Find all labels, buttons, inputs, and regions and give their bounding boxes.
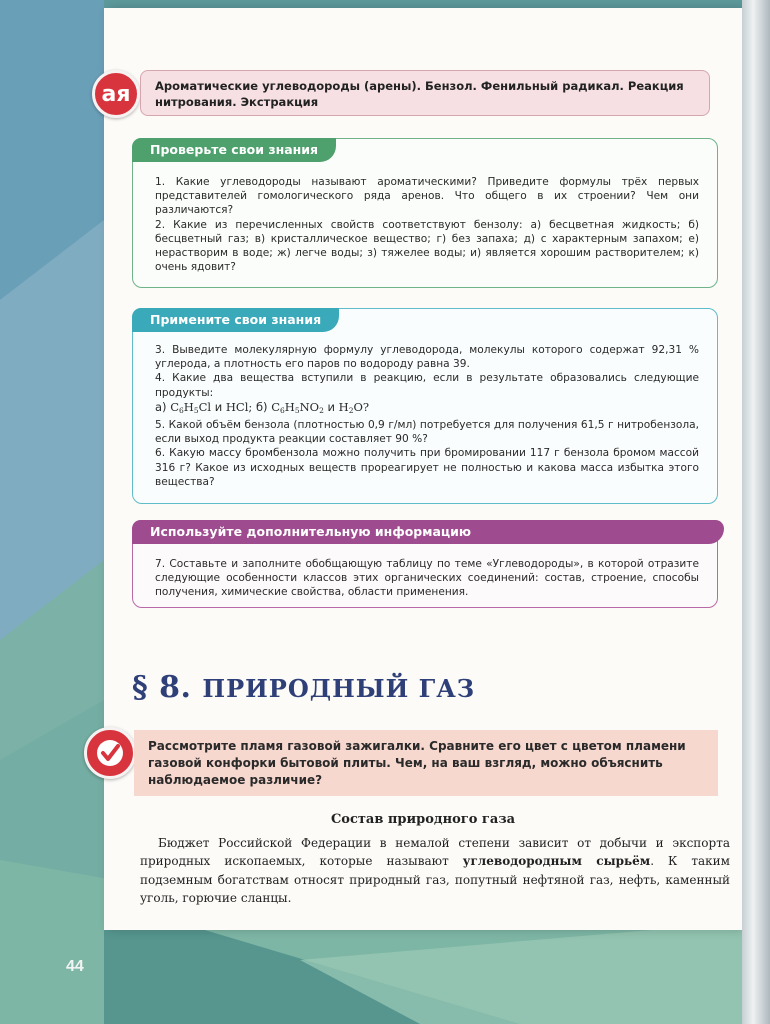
section-name: ПРИРОДНЫЙ ГАЗ bbox=[202, 674, 476, 703]
topic-heading: Ароматические углеводороды (арены). Бензол. Фенильный радикал. Реакция нитрования. Экстракция bbox=[140, 70, 710, 116]
question-5: 5. Какой объём бензола (плотностью 0,9 г/мл) потребуется для получения 61,5 г нитробензола, если выход продукта реакции составляет 90 %? bbox=[155, 419, 699, 446]
check-knowledge-box bbox=[132, 138, 718, 288]
extra-info-questions bbox=[155, 557, 699, 600]
book-spine bbox=[742, 0, 770, 1024]
body-paragraph: Бюджет Российской Федерации в немалой степени зависит от добычи и экспорта природных ископаемых, которые называют углеводородным сырьём. К таким подземным богатствам относят природный газ, попутный нефтяной газ, нефть, каменный уголь, горючие сланцы. bbox=[140, 836, 730, 906]
key-term: углеводородным сырьём bbox=[462, 854, 651, 869]
section-number: § 8. bbox=[132, 670, 192, 705]
subsection-heading: Состав природного газа bbox=[330, 812, 516, 827]
question-3: 3. Выведите молекулярную формулу углеводорода, молекулы которого содержат 92,31 % углерода, а плотность его паров по водороду равна 39. bbox=[155, 344, 699, 371]
question-4-options: а) $C_6H_5Cl$ и HCl; б) $C_6H_5NO_2$ и $H_2O$? bbox=[155, 399, 370, 415]
question-7: 7. Составьте и заполните обобщающую таблицу по теме «Углеводороды», в которой отразите следующие особенности классов этих органических соединений: состав, строение, способы получения, химические свойства, области применения. bbox=[155, 558, 699, 599]
extra-info-box bbox=[132, 520, 718, 608]
apply-knowledge-box bbox=[132, 308, 718, 504]
topic-badge-icon: ая bbox=[92, 70, 140, 118]
check-knowledge-label: Проверьте свои знания bbox=[132, 138, 336, 162]
section-title bbox=[132, 670, 475, 705]
question-2: 2. Какие из перечисленных свойств соответствуют бензолу: а) бесцветная жидкость; б) бесцветный газ; в) кристаллическое вещество; г) без запаха; д) с характерным запахом; е) нерастворим в воде; ж) легче воды; з) тяжелее воды; и) является хорошим растворителем; к) очень ядовит? bbox=[155, 218, 699, 274]
checkmark-icon bbox=[84, 727, 136, 779]
question-4: 4. Какие два вещества вступили в реакцию, если в результате образовались следующие продукты: bbox=[155, 372, 699, 399]
question-6: 6. Какую массу бромбензола можно получить при бромировании 117 г бензола бромом массой 316 г? Какое из исходных веществ прореагирует не полностью и какова масса избытка этого вещества? bbox=[155, 447, 699, 488]
page-number: 44 bbox=[66, 958, 84, 975]
apply-knowledge-label: Примените свои знания bbox=[132, 308, 339, 332]
apply-knowledge-questions bbox=[155, 343, 699, 489]
check-knowledge-questions bbox=[155, 175, 699, 274]
task-prompt: Рассмотрите пламя газовой зажигалки. Сравните его цвет с цветом пламени газовой конфорки бытовой плиты. Чем, на ваш взгляд, можно объяснить наблюдаемое различие? bbox=[134, 730, 718, 796]
question-1: 1. Какие углеводороды называют ароматическими? Приведите формулы трёх первых представителей гомологического ряда аренов. Что общего в их строении? Чем они различаются? bbox=[155, 176, 699, 217]
extra-info-label: Используйте дополнительную информацию bbox=[132, 520, 724, 544]
